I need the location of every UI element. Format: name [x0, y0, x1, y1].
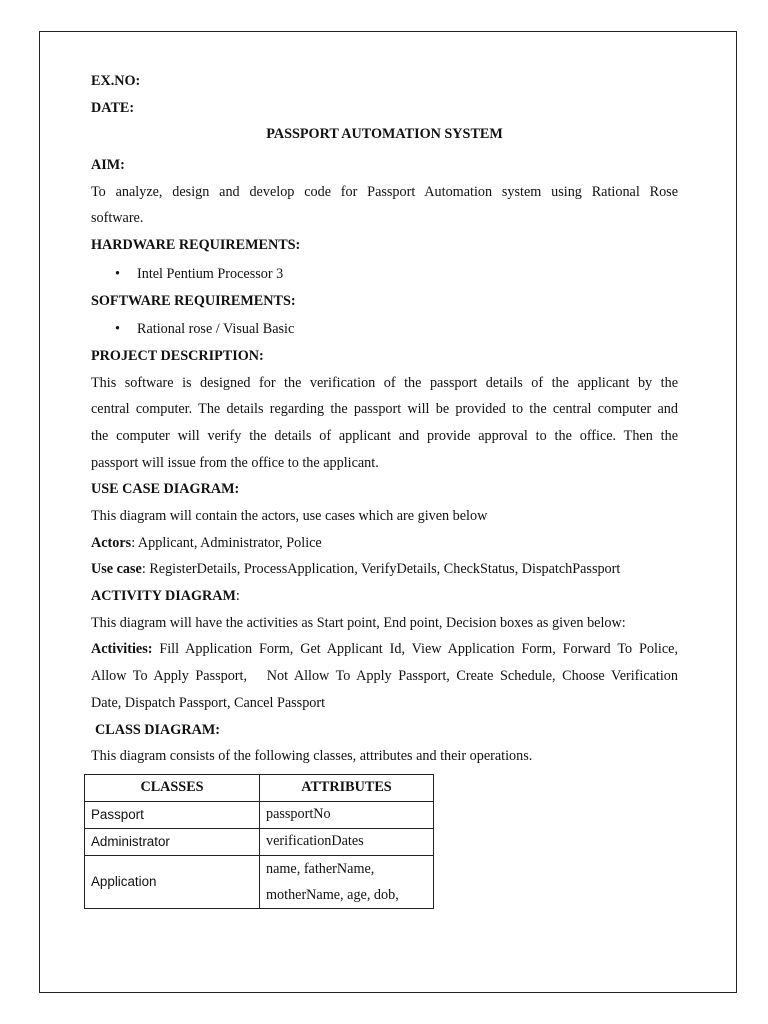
- actors-text: : Applicant, Administrator, Police: [131, 534, 322, 551]
- column-header-attributes: ATTRIBUTES: [260, 774, 434, 801]
- project-heading: PROJECT DESCRIPTION:: [91, 347, 264, 364]
- aim-text-line2: software.: [91, 210, 144, 227]
- activities-label: Activities:: [91, 641, 153, 658]
- class-intro: This diagram consists of the following classes, attributes and their operations.: [91, 748, 533, 765]
- hardware-item-text: Intel Pentium Processor 3: [137, 265, 284, 282]
- aim-text-line1: To analyze, design and develop code for Passport Automation system using Rational Rose: [91, 183, 678, 200]
- project-line: central computer. The details regarding the passport will be provided to the central computer and: [91, 401, 678, 418]
- activity-intro: This diagram will have the activities as Start point, End point, Decision boxes as given below:: [91, 614, 626, 631]
- attributes-cell: verificationDates: [260, 828, 434, 855]
- usecase-label: Use case: [91, 561, 142, 578]
- activities-text: Fill Application Form, Get Applicant Id, View Application Form, Forward To Police,: [152, 641, 678, 658]
- activities-line1: [91, 636, 678, 663]
- table-row: [85, 828, 434, 855]
- attribute-line: name, fatherName,: [266, 860, 375, 877]
- class-heading: CLASS DIAGRAM:: [95, 721, 220, 738]
- hardware-heading: HARDWARE REQUIREMENTS:: [91, 237, 301, 254]
- software-item: [91, 316, 678, 343]
- class-table: [84, 774, 434, 909]
- project-line: the computer will verify the details of applicant and provide approval to the office. Then the: [91, 427, 678, 444]
- activity-heading-line: [91, 583, 678, 610]
- aim-heading: AIM:: [91, 157, 125, 174]
- activity-heading: ACTIVITY DIAGRAM: [91, 588, 236, 605]
- exno-label: EX.NO:: [91, 73, 141, 89]
- attributes-cell: passportNo: [260, 801, 434, 828]
- class-cell: Administrator: [85, 828, 260, 855]
- bullet-icon: •: [115, 321, 120, 338]
- class-cell: Application: [85, 855, 260, 908]
- project-line: passport will issue from the office to the applicant.: [91, 454, 379, 471]
- class-cell: Passport: [85, 801, 260, 828]
- usecase-text: : RegisterDetails, ProcessApplication, VerifyDetails, CheckStatus, DispatchPassport: [141, 561, 621, 578]
- activities-line3: Date, Dispatch Passport, Cancel Passport: [91, 694, 326, 711]
- table-header-row: [85, 774, 434, 801]
- actors-label: Actors: [91, 534, 132, 551]
- usecase-line: [91, 556, 678, 583]
- hardware-item: [91, 261, 678, 288]
- usecase-heading: USE CASE DIAGRAM:: [91, 481, 240, 498]
- column-header-classes: CLASSES: [85, 774, 260, 801]
- page-title: PASSPORT AUTOMATION SYSTEM: [266, 126, 503, 143]
- bullet-icon: •: [115, 265, 120, 282]
- actors-line: [91, 530, 678, 557]
- activity-heading-suffix: :: [235, 588, 240, 605]
- table-row: [85, 855, 434, 908]
- document-page: [39, 31, 737, 993]
- attribute-line: motherName, age, dob,: [266, 886, 399, 903]
- software-item-text: Rational rose / Visual Basic: [137, 321, 295, 338]
- table-row: [85, 801, 434, 828]
- document-content: [91, 68, 678, 909]
- date-label: DATE:: [91, 99, 135, 116]
- attributes-cell: [260, 855, 434, 908]
- software-heading: SOFTWARE REQUIREMENTS:: [91, 292, 296, 309]
- activities-line2: Allow To Apply Passport, Not Allow To Apply Passport, Create Schedule, Choose Verification: [91, 668, 678, 685]
- usecase-intro: This diagram will contain the actors, use cases which are given below: [91, 508, 488, 524]
- project-line: This software is designed for the verification of the passport details of the applicant by the: [91, 374, 678, 391]
